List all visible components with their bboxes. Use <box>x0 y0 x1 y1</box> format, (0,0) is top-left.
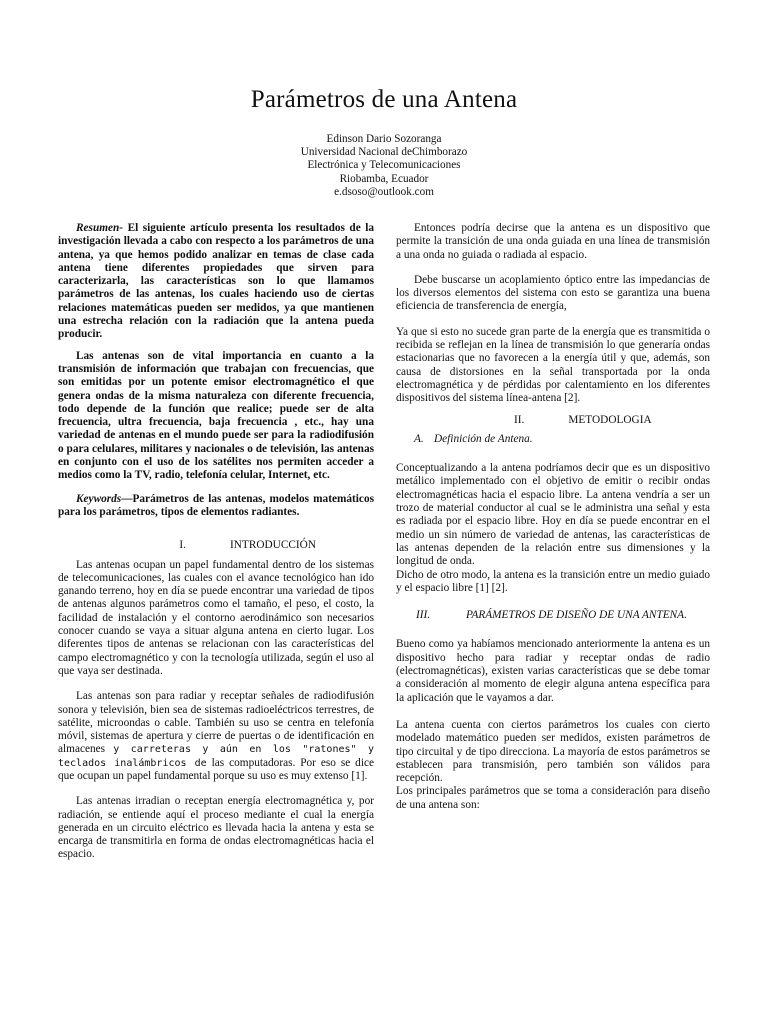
section-title: INTRODUCCIÓN <box>230 539 316 552</box>
keywords-text: —Parámetros de las antenas, modelos matemáticos para los parámetros, tipos de elementos radiantes. <box>58 492 374 518</box>
right-paragraph-8: Los principales parámetros que se toma a consideración para diseño de una antena son: <box>396 785 710 811</box>
section-heading-methodology <box>396 414 710 427</box>
right-paragraph-7: La antena cuenta con ciertos parámetros los cuales con cierto modelado matemático pueden ser medidos, existen parámetros de tipo circuital y de tipo direcciona. La mayoría de estos parámetros se establecen para transmisión, pero también son válidos para recepción. <box>396 718 710 785</box>
section-title: METODOLOGIA <box>568 413 652 426</box>
intro-paragraph-1: Las antenas ocupan un papel fundamental dentro de los sistemas de telecomunicaciones, las cuales con el avance tecnológico han ido ganando terreno, hoy en día se puede encontrar una variedad de tipos de antenas algunos parámetros como el tamaño, el peso, el costo, la facilidad de instalación y el contorno aerodinámico son necesarios conocer cuando se vaya a situar alguna antena en cierto lugar. Los diferentes tipos de antenas se relacionan con las características del campo electromagnético y con la tecnología utilizada, según el uso al que vaya ser destinada. <box>58 558 374 677</box>
right-paragraph-6: Bueno como ya habíamos mencionado anteriormente la antena es un dispositivo hecho para radiar y receptar ondas de radio (electromagnéticas), existen varias características que se debe tomar a consideración al momento de elegir alguna antena específica para la aplicación que le vayamos a dar. <box>396 638 710 704</box>
intro-paragraph-2-part-a: Las antenas son para radiar y receptar señales de radiodifusión sonora y televisión, bien sea de sistemas radioeléctricos terrestres, de satélite, microondas o cable. También su uso se centra en telefonía móvil, sistemas de apertura y cierre de puertas o de identificación en almacenes <box>58 690 374 756</box>
subsection-title: Definición de Antena. <box>434 432 533 445</box>
right-paragraph-4: Conceptualizando a la antena podríamos decir que es un dispositivo metálico implementado con el objetivo de emitir o recibir ondas electromagnéticas hacia el espacio libre. La antena vendría a ser un trozo de material conductor al cual se le administra una señal y esta es radiada por el espacio libre. Hoy en día se puede encontrar en el medio un sin número de variedad de antenas, las características de las antenas dependen de la relación entre sus dimensiones y la longitud de onda. <box>396 462 710 568</box>
keywords-label: Keywords <box>76 492 122 505</box>
right-paragraph-3: Ya que si esto no sucede gran parte de la energía que es transmitida o recibida se reflejan en la línea de transmisión lo que generaría ondas estacionarias que no favorecen a la energía útil y que, además, son causa de distorsiones en la señal transportada por la onda electromagnética y de pérdidas por calentamiento en los diferentes dispositivos del sistema línea-antena [2]. <box>396 325 710 405</box>
author-block <box>0 133 768 199</box>
section-number: I. <box>179 539 186 552</box>
abstract <box>58 222 374 342</box>
intro-paragraph-3: Las antenas irradian o receptan energía electromagnética y, por radiación, se entiende aquí el proceso mediante el cual la energía generada en un circuito eléctrico es llevada hacia la antena y esta se encarga de transmitirla en forma de ondas electromagnéticas hacia el espacio. <box>58 795 374 861</box>
author-affiliation-department: Electrónica y Telecomunicaciones <box>307 159 461 172</box>
section-number: III. <box>416 609 431 622</box>
author-email: e.dsoso@outlook.com <box>334 185 434 198</box>
section-heading-intro <box>58 539 374 552</box>
right-paragraph-1: Entonces podría decirse que la antena es un dispositivo que permite la transición de una onda guiada en una línea de transmisión a una onda no guiada o radiada al espacio. <box>396 222 710 261</box>
intro-paragraph-2 <box>58 690 374 783</box>
section-heading-design-parameters <box>396 609 710 622</box>
author-affiliation-university: Universidad Nacional deChimborazo <box>300 146 468 159</box>
subsection-number: A. <box>414 432 424 445</box>
left-column <box>58 222 374 862</box>
right-paragraph-5: Dicho de otro modo, la antena es la transición entre un medio guiado y el espacio libre [1] [2]. <box>396 568 710 594</box>
section-number: II. <box>514 413 525 426</box>
abstract-paragraph-2: Las antenas son de vital importancia en cuanto a la transmisión de información que trabajan con frecuencias, que son emitidas por un potente emisor electromagnético el que genera ondas de la misma naturaleza con diferente frecuencia, todo depende de la función que realice; puede ser de alta frecuencia, ultra frecuencia, baja frecuencia , etc., hay una variedad de antenas en el mundo puede ser para la radiodifusión o para celulares, militares y nacionales o de televisión, las antenas en conjunto con el uso de los satélites nos permiten acceder a medios como la TV, radio, telefonía celular, Internet, etc. <box>58 349 374 482</box>
author-name: Edinson Dario Sozoranga <box>326 133 442 145</box>
keywords <box>58 493 374 520</box>
paper-title: Parámetros de una Antena <box>250 86 518 113</box>
subsection-heading-definition <box>396 433 710 446</box>
intro-paragraph-2-typewriter-line: y carreteras y aún en los "ratones" y teclados inalámbricos de <box>58 744 374 769</box>
right-column <box>396 222 710 812</box>
author-city: Riobamba, Ecuador <box>339 172 429 185</box>
abstract-text: El siguiente artículo presenta los resultados de la investigación llevada a cabo con respecto a los parámetros de una antena, ya que hemos podido analizar en temas de clase cada antena tiene diferentes propiedades que sirven para caracterizarla, las características son lo que llamamos parámetros de las antenas, los cuales haciendo uso de ciertas relaciones matemáticas pueden ser medidos, ya que mantienen una estrecha relación con la radiación que la antena pueda producir. <box>58 222 374 341</box>
section-title: PARÁMETROS DE DISEÑO DE UNA ANTENA. <box>466 609 687 622</box>
abstract-label: Resumen- <box>76 222 124 234</box>
right-paragraph-2: Debe buscarse un acoplamiento óptico entre las impedancias de los diversos elementos del sistema con esto se garantiza una buena eficiencia de transferencia de energía, <box>396 273 710 313</box>
intro-paragraph-2-part-b: las computadoras. Por eso se dice que ocupan un papel fundamental porque su uso es muy extenso [1]. <box>58 756 374 782</box>
